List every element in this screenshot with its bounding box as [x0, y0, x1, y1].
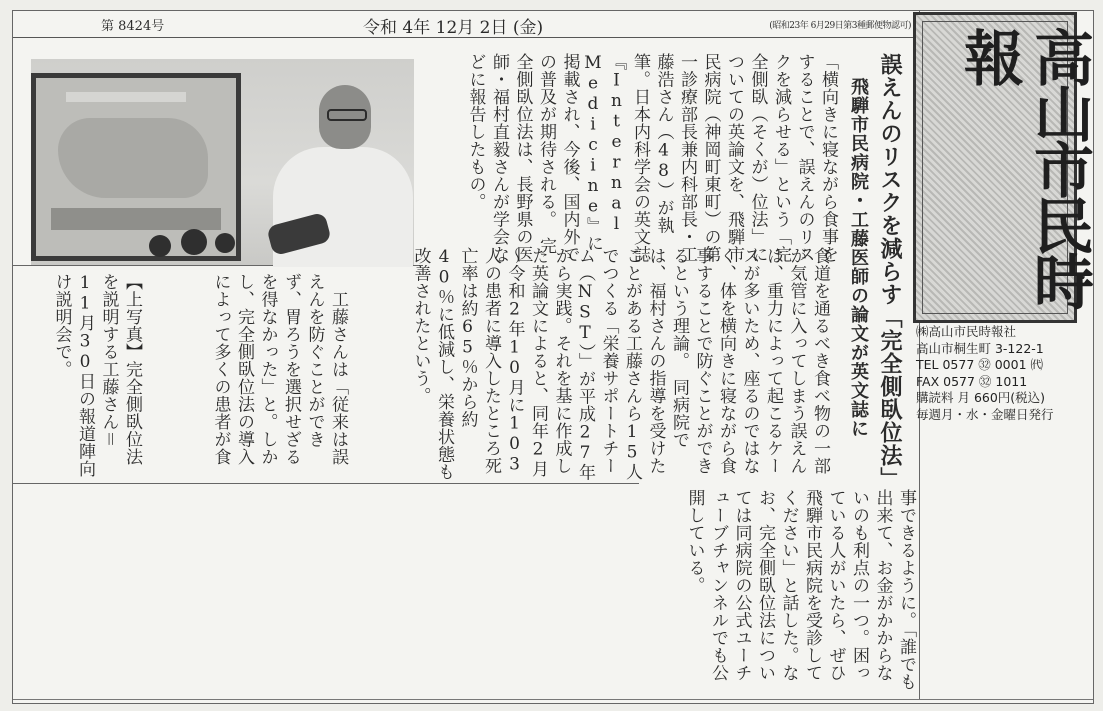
screen-caption — [51, 208, 221, 230]
article-headline: 誤えんのリスクを減らす「完全側臥位法」 — [877, 53, 902, 490]
publisher-name: ㈱高山市民時報社 — [916, 324, 1017, 339]
publisher-info — [916, 324, 1076, 423]
bottom-rule — [13, 699, 1093, 700]
article-photo — [31, 59, 414, 265]
publisher-fax: FAX 0577 ㉜ 1011 — [916, 373, 1028, 389]
masthead-title: 高山市民時報 — [954, 27, 1094, 307]
publisher-tel: TEL 0577 ㉜ 0001 ㈹ — [916, 357, 1044, 372]
section-rule — [13, 483, 639, 484]
photo-caption: 【上写真】完全側臥位法を説明する工藤さん＝11月30日の報道陣向け説明会で。 — [51, 273, 142, 478]
issue-date: 令和 4年 12月 2日 (金) — [363, 18, 544, 38]
microphone-object — [181, 229, 207, 255]
issue-number: 第 8424号 — [101, 19, 165, 34]
presentation-screen — [31, 73, 241, 261]
screen-title — [66, 92, 186, 102]
article-body-col1: 「横向きに寝ながら食事をすることで、誤えんのリスクを減らせる」という「完全側臥（そくが）位法」についての英論文を、飛騨市民病院（神岡町東町）の第一診療部長兼内科部長・工藤浩さん（48）が執筆。日本内科学会の英文誌『Internal Medicine』に掲載され、今後、国内外での普及が期待される。 完全側臥位法は、長野県の医師・福村直毅さんが学会などに報告したもの。 — [465, 53, 838, 263]
publisher-address: 高山市桐生町 3-122-1 — [916, 340, 1044, 356]
masthead — [913, 12, 1094, 323]
publication-schedule: 毎週月・水・金曜日発行 — [916, 406, 1054, 422]
subscription-price: 購読料 月 660円(税込) — [916, 390, 1046, 405]
page-header — [13, 11, 919, 38]
article-body-col3: 工藤さんは「従来は誤えんを防ぐことができず、胃ろうを選択せざるを得なかった」と。しかし、完全側臥位法の導入によって多くの患者が食 — [210, 273, 348, 466]
article-body-col4: 事できるように。「誰でも出来て、お金がかからないのも利点の一つ。困っている人がいたら、ぜひ飛騨市民病院を受診してください」と話した。なお、完全側臥位法については同病院の公式ユーチューブチャンネルでも公開している。 — [684, 489, 916, 691]
camera-object — [215, 233, 235, 253]
postal-permit: (昭和23年 6月29日第3種郵便物認可) — [769, 21, 911, 31]
glasses-icon — [327, 109, 367, 121]
article-body-col2: 食道を通るべき食べ物の一部が気管に入ってしまう誤えんは、重力によって起こるケースが多いため、座るのではなく、体を横向きに寝ながら食事することで防ぐことができるという理論。 同病院では、福村さんの指導を受けたことがある工藤さんら15人でつくる「栄養サポートチーム（NST）」が平成27年から実践。それを基に作成した英論文によると、同年2月～令和2年10月に103人の患者に導入したところ死亡率は約65％から約40％に低減し、栄養状態も改善されたという。 — [410, 247, 830, 481]
article-subheadline: 飛騨市民病院・工藤医師の論文が英文誌に — [848, 77, 869, 438]
speaker-object — [149, 235, 171, 257]
screen-illustration — [58, 118, 208, 198]
